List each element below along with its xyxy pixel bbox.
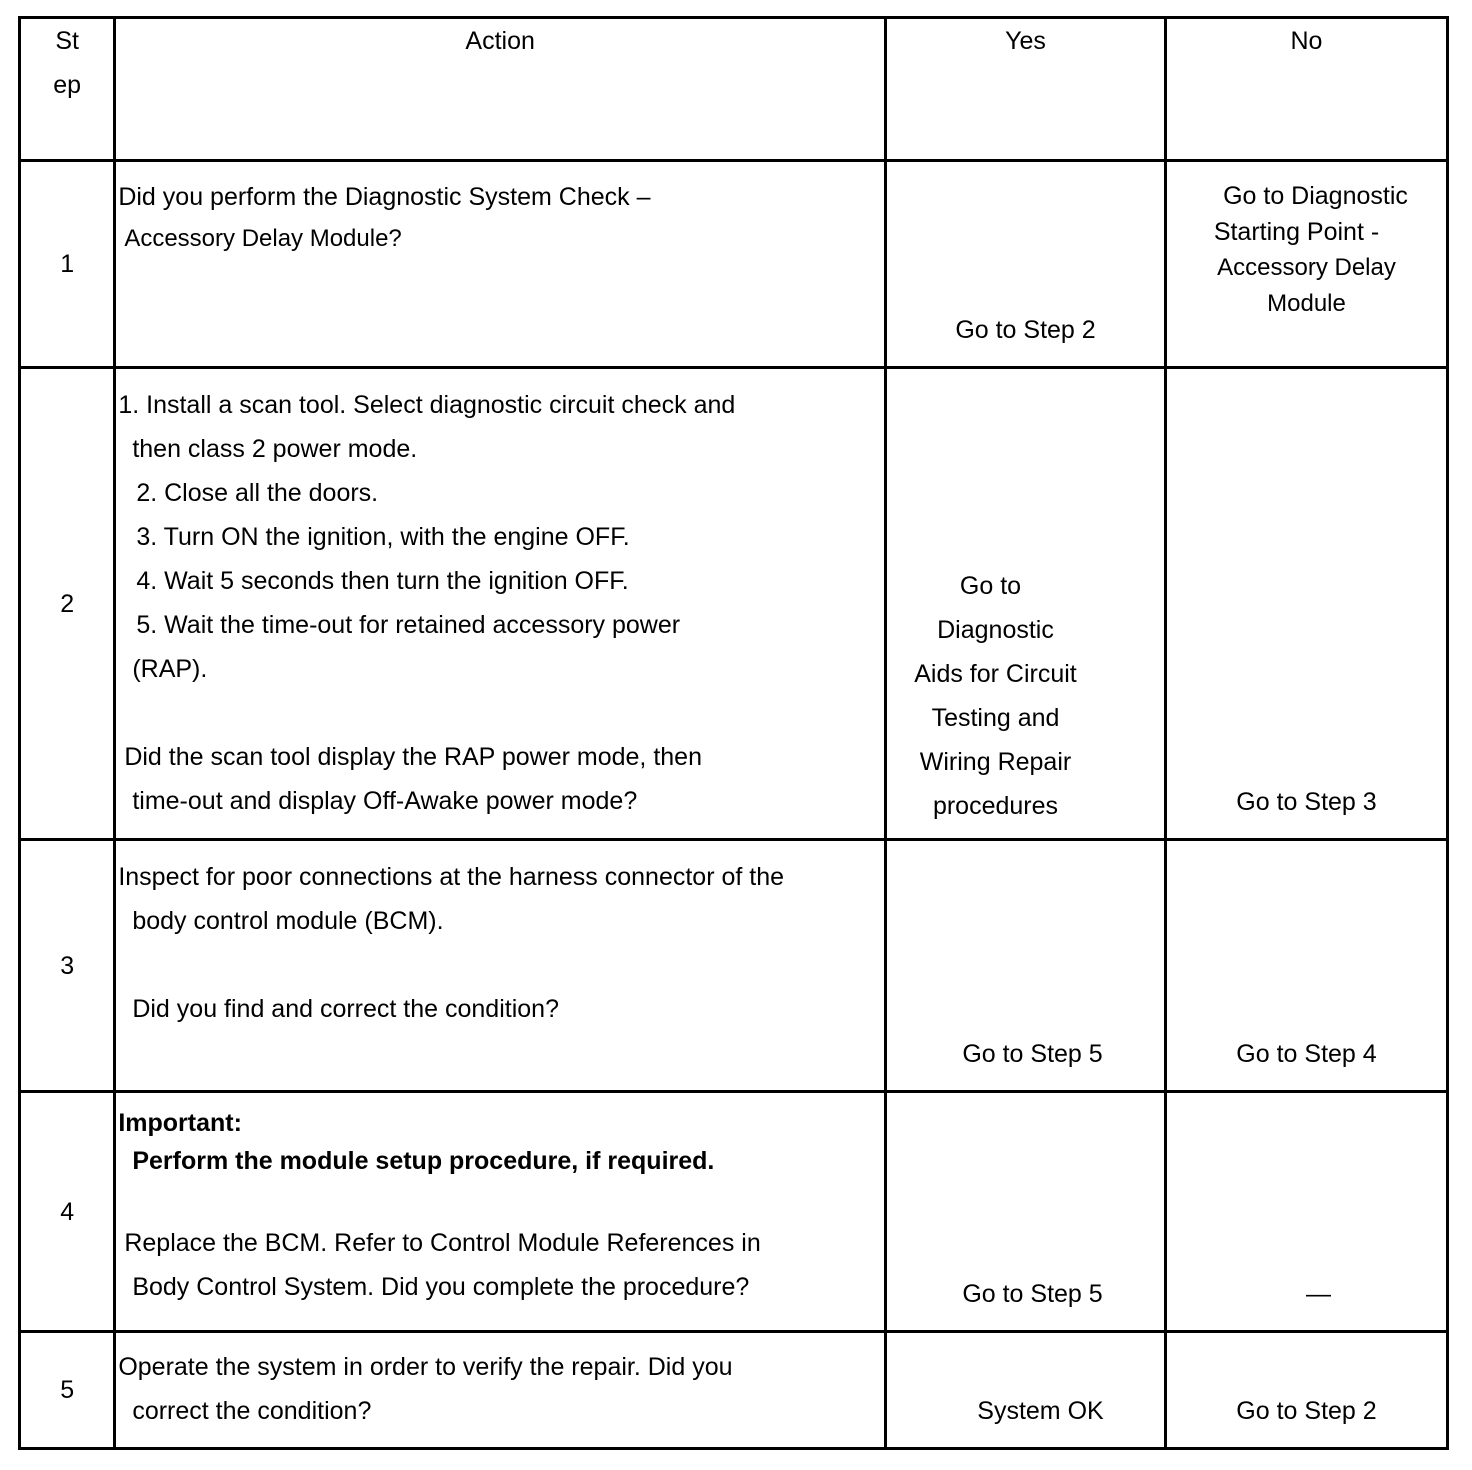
step-number: 5 — [20, 1332, 115, 1449]
action-cell — [115, 840, 886, 1092]
step-number: 3 — [20, 840, 115, 1092]
yes-text: procedures — [932, 792, 1059, 820]
header-row — [20, 18, 1448, 161]
action-line: Operate the system in order to verify the repair. Did you — [118, 1353, 733, 1381]
no-cell — [1165, 1332, 1447, 1449]
no-cell — [1165, 1092, 1447, 1332]
yes-cell — [886, 368, 1166, 840]
yes-text: Go to — [959, 572, 1022, 600]
yes-text: Go to Step 5 — [962, 1040, 1103, 1068]
header-step — [20, 18, 115, 161]
action-cell — [115, 161, 886, 368]
table-row — [20, 368, 1448, 840]
no-text: Accessory Delay — [1217, 254, 1396, 281]
action-line: 1. Install a scan tool. Select diagnostic circuit check and — [118, 391, 736, 419]
spacer — [118, 943, 884, 987]
no-text: Go to Diagnostic — [1223, 182, 1408, 210]
yes-text: System OK — [977, 1397, 1104, 1425]
header-yes: Yes — [886, 18, 1166, 161]
action-line: Body Control System. Did you complete the procedure? — [132, 1273, 750, 1301]
no-text: Go to Step 2 — [1236, 1397, 1377, 1425]
yes-text: Go to Step 2 — [955, 316, 1096, 344]
action-line: Replace the BCM. Refer to Control Module References in — [124, 1229, 761, 1257]
important-label: Important: — [118, 1109, 242, 1137]
yes-cell — [886, 161, 1166, 368]
table-row — [20, 1332, 1448, 1449]
no-cell — [1165, 840, 1447, 1092]
action-line: body control module (BCM). — [132, 907, 444, 935]
diagnostic-table — [18, 16, 1449, 1450]
yes-text: Aids for Circuit — [914, 660, 1077, 688]
action-line: then class 2 power mode. — [132, 435, 418, 463]
action-line: time-out and display Off-Awake power mode? — [132, 787, 638, 815]
header-step-line1: St — [55, 27, 79, 55]
table-row — [20, 161, 1448, 368]
table-row — [20, 1092, 1448, 1332]
yes-cell — [886, 1092, 1166, 1332]
header-no: No — [1165, 18, 1447, 161]
action-line: Did you perform the Diagnostic System Check – — [118, 183, 651, 211]
action-cell — [115, 1332, 886, 1449]
no-cell — [1165, 368, 1447, 840]
action-cell — [115, 368, 886, 840]
action-line: Did you find and correct the condition? — [132, 995, 559, 1023]
yes-cell — [886, 1332, 1166, 1449]
header-action: Action — [115, 18, 886, 161]
important-text: Perform the module setup procedure, if required. — [132, 1147, 715, 1175]
action-line: 3. Turn ON the ignition, with the engine OFF. — [136, 523, 630, 551]
action-line: 4. Wait 5 seconds then turn the ignition OFF. — [136, 567, 629, 595]
step-number: 1 — [20, 161, 115, 368]
action-line: 2. Close all the doors. — [136, 479, 379, 507]
no-text: Go to Step 4 — [1236, 1040, 1377, 1068]
action-line: Accessory Delay Module? — [124, 225, 402, 252]
no-text: Module — [1267, 290, 1346, 317]
yes-text: Testing and — [931, 704, 1060, 732]
action-line: 5. Wait the time-out for retained accessory power — [136, 611, 681, 639]
no-cell — [1165, 161, 1447, 368]
step-number: 4 — [20, 1092, 115, 1332]
yes-text: Diagnostic — [937, 616, 1054, 644]
action-line: correct the condition? — [132, 1397, 372, 1425]
no-text: Starting Point - — [1213, 218, 1380, 246]
action-line: (RAP). — [132, 655, 208, 683]
step-number: 2 — [20, 368, 115, 840]
table-row — [20, 840, 1448, 1092]
action-cell — [115, 1092, 886, 1332]
action-line: Did the scan tool display the RAP power mode, then — [124, 743, 702, 771]
no-text: — — [1305, 1280, 1331, 1308]
no-text: Go to Step 3 — [1236, 788, 1377, 816]
yes-text: Go to Step 5 — [962, 1280, 1103, 1308]
yes-text: Wiring Repair — [919, 748, 1072, 776]
spacer — [118, 1181, 884, 1221]
header-step-line2: ep — [53, 71, 82, 99]
spacer — [118, 691, 884, 735]
yes-cell — [886, 840, 1166, 1092]
action-line: Inspect for poor connections at the harness connector of the — [118, 863, 785, 891]
